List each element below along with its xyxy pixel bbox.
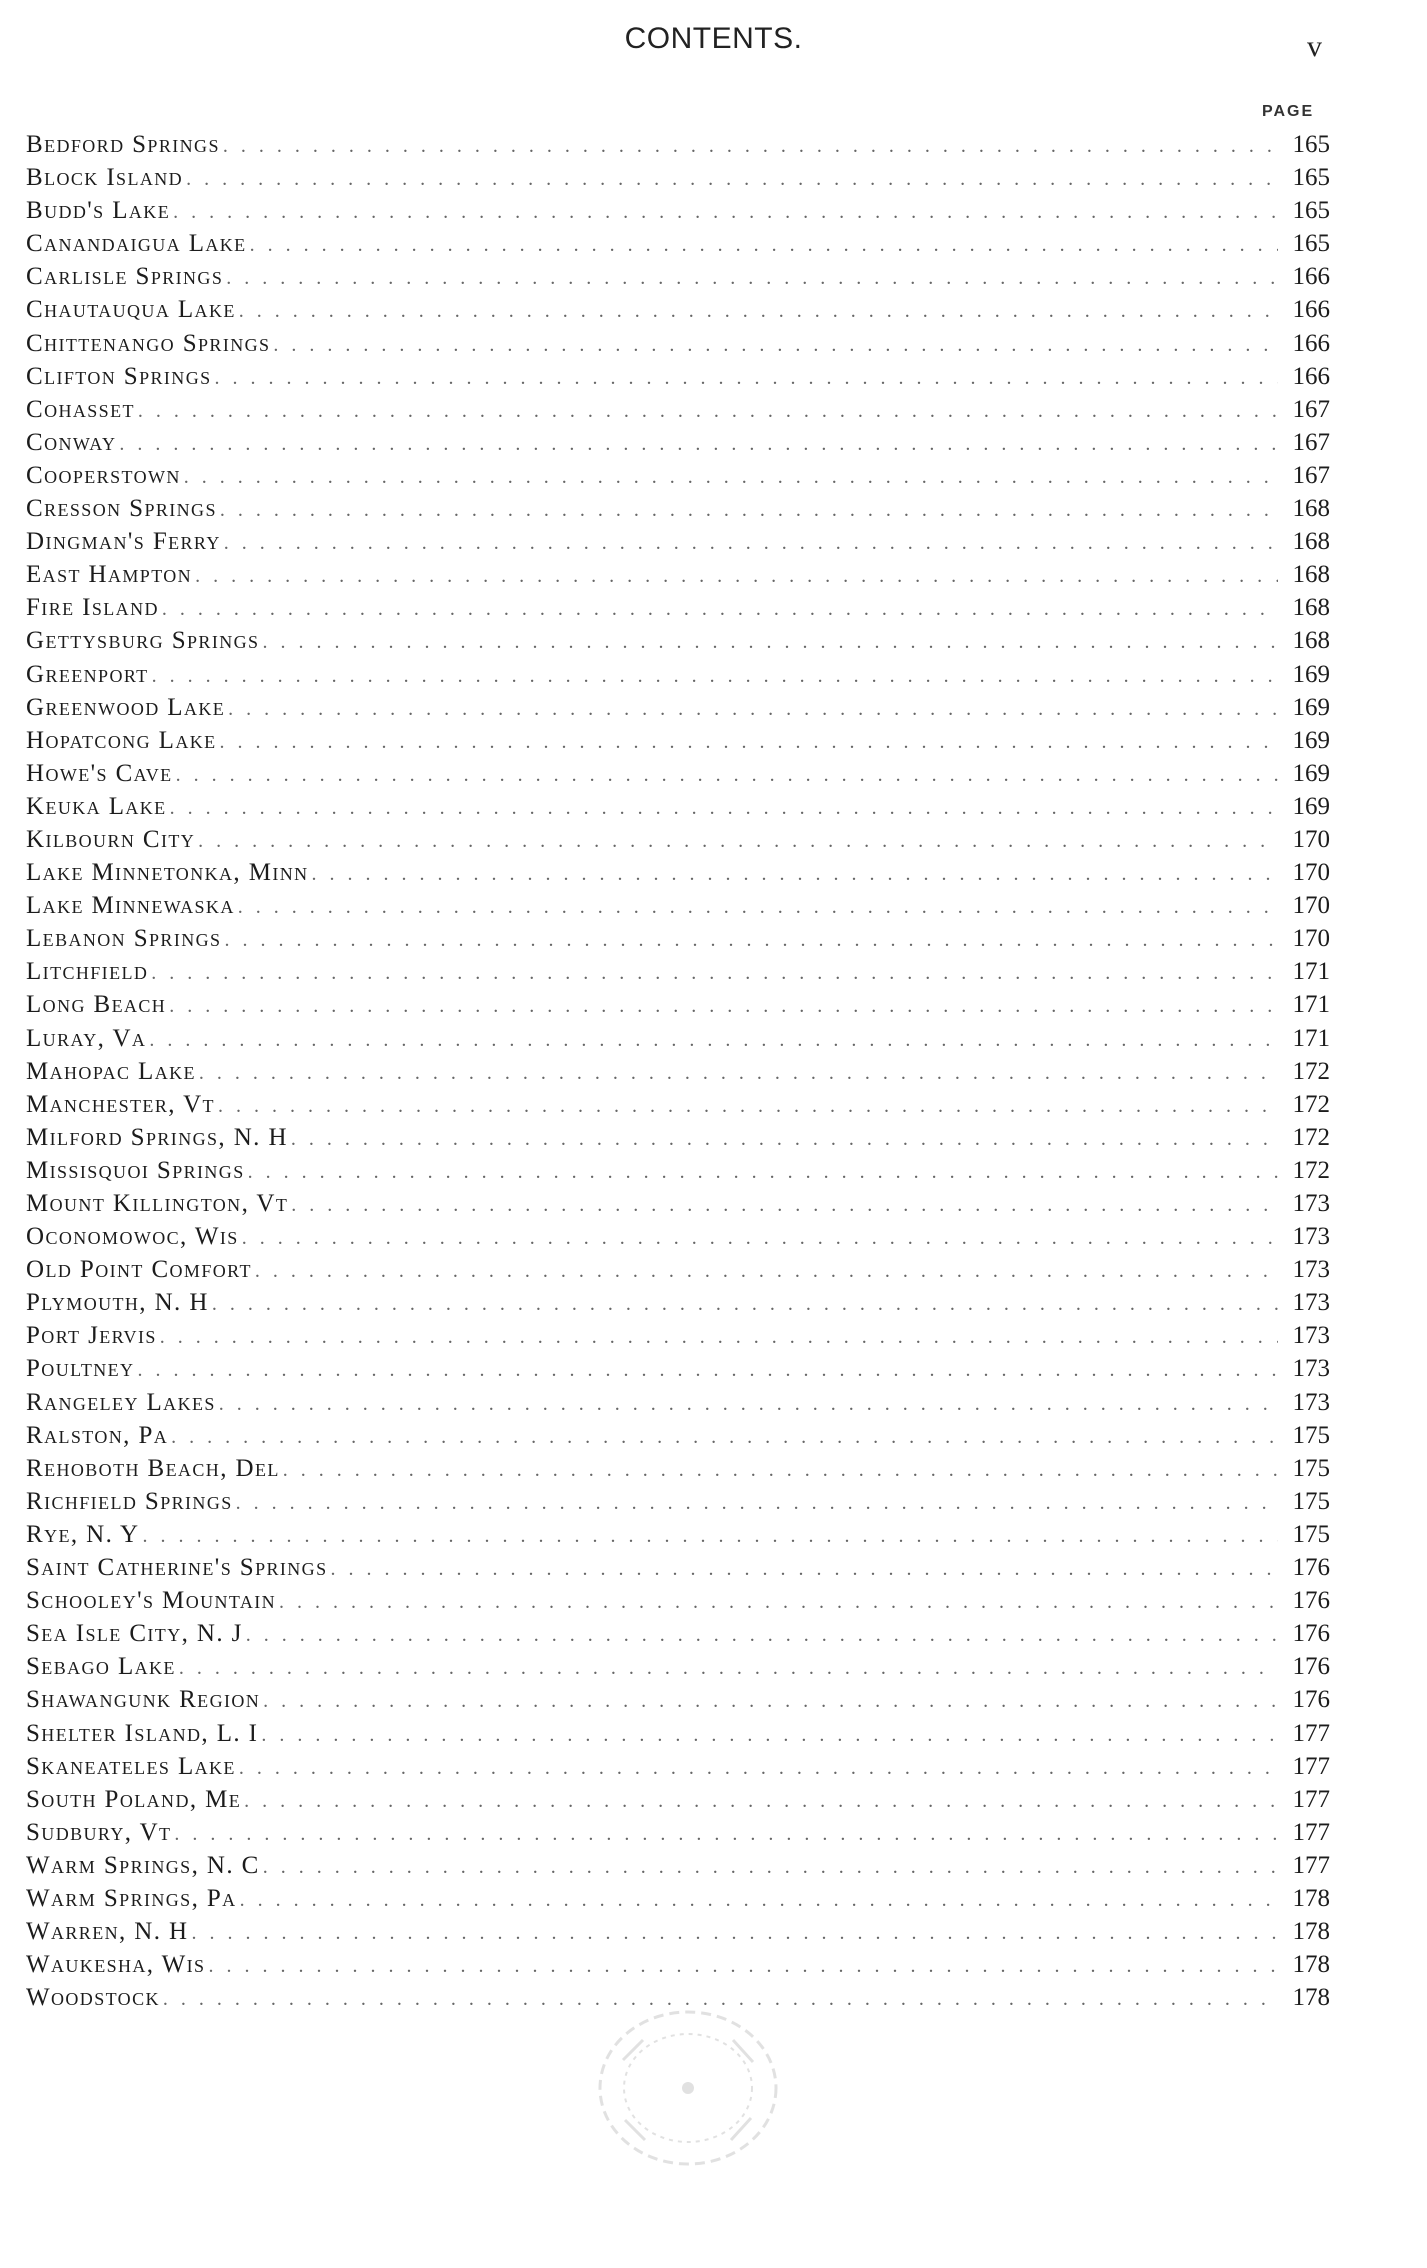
entry-title: Cohasset [26, 395, 135, 423]
entry-title: Skaneateles Lake [26, 1752, 236, 1780]
dot-leader [166, 990, 1278, 1023]
dot-leader [276, 1586, 1278, 1619]
entry-title: Missisquoi Springs [26, 1156, 245, 1184]
dot-leader [135, 395, 1278, 428]
dot-leader [260, 1685, 1278, 1718]
entry-title: Richfield Springs [26, 1487, 233, 1515]
toc-entry [26, 1022, 1330, 1055]
toc-entry [26, 1915, 1330, 1948]
entry-title: Shelter Island, L. I [26, 1719, 259, 1747]
entry-page-number: 167 [1292, 395, 1330, 423]
entry-page-number: 170 [1292, 825, 1330, 853]
entry-title: Woodstock [26, 1984, 160, 2012]
entry-title: Sebago Lake [26, 1653, 176, 1681]
entry-page-number: 167 [1292, 461, 1330, 489]
toc-entry [26, 1584, 1330, 1617]
toc-entry [26, 955, 1330, 988]
dot-leader [217, 726, 1278, 759]
entry-title: Carlisle Springs [26, 263, 224, 291]
entry-title: Chittenango Springs [26, 329, 271, 357]
entry-title: Warren, N. H [26, 1918, 189, 1946]
toc-entry [26, 459, 1330, 492]
entry-page-number: 171 [1292, 991, 1330, 1019]
toc-entry [26, 260, 1330, 293]
toc-entry [26, 988, 1330, 1021]
entry-page-number: 177 [1292, 1752, 1330, 1780]
dot-leader [209, 1288, 1278, 1321]
entry-title: Sea Isle City, N. J [26, 1620, 243, 1648]
dot-leader [258, 1719, 1278, 1752]
entry-title: Rehoboth Beach, Del [26, 1454, 280, 1482]
toc-entry [26, 1452, 1330, 1485]
dot-leader [181, 461, 1278, 494]
entry-title: Canandaigua Lake [26, 230, 247, 258]
dot-leader [170, 196, 1278, 229]
entry-title: Keuka Lake [26, 792, 167, 820]
entry-page-number: 169 [1292, 792, 1330, 820]
dot-leader [216, 1388, 1278, 1421]
dot-leader [233, 1487, 1278, 1520]
entry-title: Lake Minnetonka, Minn [26, 859, 309, 887]
entry-page-number: 168 [1292, 495, 1330, 523]
toc-entry [26, 823, 1330, 856]
toc-entry [26, 1286, 1330, 1319]
entry-title: Kilbourn City [26, 825, 196, 853]
entry-page-number: 175 [1292, 1454, 1330, 1482]
entry-title: Howe's Cave [26, 759, 173, 787]
dot-leader [195, 825, 1278, 858]
toc-entry [26, 293, 1330, 326]
entry-page-number: 165 [1292, 230, 1330, 258]
toc-entry [26, 624, 1330, 657]
dot-leader [212, 362, 1278, 395]
entry-page-number: 171 [1292, 958, 1330, 986]
dot-leader [167, 792, 1278, 825]
entry-title: Chautauqua Lake [26, 296, 236, 324]
toc-entry [26, 757, 1330, 790]
dot-leader [223, 262, 1278, 295]
entry-title: Litchfield [26, 958, 149, 986]
entry-page-number: 165 [1292, 164, 1330, 192]
entry-page-number: 170 [1292, 925, 1330, 953]
dot-leader [236, 295, 1278, 328]
entry-title: Milford Springs, N. H [26, 1123, 288, 1151]
entry-title: Long Beach [26, 991, 167, 1019]
running-head: CONTENTS. [624, 22, 803, 55]
entry-page-number: 168 [1292, 594, 1330, 622]
toc-entry [26, 724, 1330, 757]
entry-page-number: 175 [1292, 1520, 1330, 1548]
entry-page-number: 177 [1292, 1818, 1330, 1846]
toc-entry [26, 1319, 1330, 1352]
toc-entry [26, 128, 1330, 161]
entry-title: Manchester, Vt [26, 1090, 215, 1118]
entry-page-number: 178 [1292, 1984, 1330, 2012]
entry-page-number: 177 [1292, 1785, 1330, 1813]
entry-page-number: 165 [1292, 197, 1330, 225]
entry-title: Mahopac Lake [26, 1057, 196, 1085]
dot-leader [245, 1156, 1278, 1189]
entry-title: Lake Minnewaska [26, 892, 235, 920]
entry-title: Luray, Va [26, 1024, 147, 1052]
dot-leader [176, 1652, 1278, 1685]
entry-title: Fire Island [26, 594, 159, 622]
entry-title: Warm Springs, Pa [26, 1884, 237, 1912]
entry-title: Mount Killington, Vt [26, 1190, 289, 1217]
dot-leader [225, 693, 1278, 726]
entry-title: Cresson Springs [26, 495, 217, 523]
entry-page-number: 175 [1292, 1421, 1330, 1449]
entry-title: Conway [26, 428, 117, 456]
entry-page-number: 165 [1292, 131, 1330, 158]
dot-leader [189, 1917, 1278, 1950]
entry-title: Warm Springs, N. C [26, 1851, 260, 1879]
entry-title: Greenport [26, 660, 149, 688]
entry-title: Block Island [26, 164, 184, 192]
entry-page-number: 177 [1292, 1719, 1330, 1747]
dot-leader [239, 1222, 1278, 1255]
entry-title: Cooperstown [26, 461, 181, 489]
toc-entry [26, 790, 1330, 823]
toc-entry [26, 1551, 1330, 1584]
dot-leader [280, 1454, 1278, 1487]
dot-leader [221, 924, 1278, 957]
entry-title: South Poland, Me [26, 1785, 242, 1813]
dot-leader [157, 1321, 1278, 1354]
entry-page-number: 172 [1292, 1057, 1330, 1085]
toc-entry [26, 393, 1330, 426]
entry-title: Shawangunk Region [26, 1686, 261, 1714]
entry-page-number: 166 [1292, 296, 1330, 324]
entry-page-number: 168 [1292, 528, 1330, 556]
entry-page-number: 169 [1292, 759, 1330, 787]
entry-title: Rangeley Lakes [26, 1388, 216, 1416]
entry-page-number: 170 [1292, 859, 1330, 887]
entry-page-number: 166 [1292, 329, 1330, 357]
toc-entry [26, 1154, 1330, 1187]
dot-leader [288, 1189, 1278, 1222]
dot-leader [159, 593, 1278, 626]
library-stamp-icon [583, 2000, 793, 2175]
dot-leader [168, 1421, 1278, 1454]
entry-page-number: 178 [1292, 1884, 1330, 1912]
entry-title: Waukesha, Wis [26, 1951, 206, 1979]
toc-entry [26, 1617, 1330, 1650]
toc-entry [26, 1352, 1330, 1385]
toc-entry [26, 161, 1330, 194]
toc-entry [26, 1220, 1330, 1253]
dot-leader [243, 1619, 1278, 1652]
toc-entry [26, 1386, 1330, 1419]
entry-title: Bedford Springs [26, 131, 220, 158]
dot-leader [235, 891, 1278, 924]
entry-title: Clifton Springs [26, 362, 212, 390]
dot-leader [270, 329, 1278, 362]
entry-page-number: 167 [1292, 428, 1330, 456]
toc-entry [26, 1253, 1330, 1286]
entry-page-number: 169 [1292, 660, 1330, 688]
dot-leader [220, 130, 1278, 163]
entry-title: Poultney [26, 1355, 135, 1383]
toc-entry [26, 525, 1330, 558]
dot-leader [241, 1785, 1278, 1818]
toc-entry [26, 889, 1330, 922]
toc-entry [26, 194, 1330, 227]
toc-entry [26, 1187, 1330, 1220]
entry-title: East Hampton [26, 561, 193, 589]
dot-leader [260, 1851, 1278, 1884]
entry-title: Saint Catherine's Springs [26, 1554, 328, 1582]
dot-leader [259, 626, 1278, 659]
dot-leader [171, 1818, 1278, 1851]
dot-leader [215, 1090, 1278, 1123]
contents-list [26, 128, 1330, 2014]
entry-page-number: 170 [1292, 892, 1330, 920]
toc-entry [26, 1485, 1330, 1518]
entry-page-number: 172 [1292, 1090, 1330, 1118]
toc-entry [26, 1055, 1330, 1088]
entry-page-number: 169 [1292, 726, 1330, 754]
entry-title: Gettysburg Springs [26, 627, 260, 655]
toc-entry [26, 922, 1330, 955]
entry-title: Plymouth, N. H [26, 1289, 209, 1317]
entry-page-number: 166 [1292, 263, 1330, 291]
entry-page-number: 173 [1292, 1190, 1330, 1217]
entry-title: Oconomowoc, Wis [26, 1223, 239, 1251]
toc-entry [26, 426, 1330, 459]
entry-page-number: 173 [1292, 1388, 1330, 1416]
entry-page-number: 168 [1292, 561, 1330, 589]
entry-title: Rye, N. Y [26, 1520, 140, 1548]
entry-page-number: 173 [1292, 1223, 1330, 1251]
dot-leader [116, 428, 1278, 461]
entry-page-number: 175 [1292, 1487, 1330, 1515]
dot-leader [148, 957, 1278, 990]
entry-title: Dingman's Ferry [26, 528, 221, 556]
toc-entry [26, 1683, 1330, 1716]
toc-entry [26, 492, 1330, 525]
dot-leader [252, 1255, 1278, 1288]
entry-title: Ralston, Pa [26, 1421, 169, 1449]
toc-entry [26, 658, 1330, 691]
entry-page-number: 176 [1292, 1653, 1330, 1681]
toc-entry [26, 1750, 1330, 1783]
dot-leader [309, 858, 1278, 891]
entry-title: Sudbury, Vt [26, 1818, 172, 1846]
entry-page-number: 176 [1292, 1620, 1330, 1648]
dot-leader [146, 1024, 1278, 1057]
entry-page-number: 169 [1292, 693, 1330, 721]
page-number-roman: v [1307, 30, 1322, 63]
toc-entry [26, 327, 1330, 360]
entry-page-number: 166 [1292, 362, 1330, 390]
entry-page-number: 173 [1292, 1256, 1330, 1284]
toc-entry [26, 1650, 1330, 1683]
entry-page-number: 176 [1292, 1554, 1330, 1582]
toc-entry [26, 856, 1330, 889]
dot-leader [134, 1354, 1278, 1387]
toc-entry [26, 1948, 1330, 1981]
toc-entry [26, 1088, 1330, 1121]
toc-entry [26, 360, 1330, 393]
entry-title: Lebanon Springs [26, 925, 222, 953]
dot-leader [236, 1752, 1278, 1785]
entry-title: Old Point Comfort [26, 1256, 252, 1284]
dot-leader [328, 1553, 1279, 1586]
entry-page-number: 173 [1292, 1355, 1330, 1383]
entry-page-number: 176 [1292, 1686, 1330, 1714]
toc-entry [26, 1882, 1330, 1915]
dot-leader [205, 1950, 1278, 1983]
toc-entry [26, 1816, 1330, 1849]
entry-title: Greenwood Lake [26, 693, 226, 721]
entry-title: Port Jervis [26, 1322, 157, 1350]
entry-page-number: 178 [1292, 1918, 1330, 1946]
entry-title: Hopatcong Lake [26, 726, 217, 754]
dot-leader [237, 1884, 1278, 1917]
dot-leader [196, 1057, 1278, 1090]
entry-page-number: 173 [1292, 1322, 1330, 1350]
entry-page-number: 176 [1292, 1587, 1330, 1615]
dot-leader [288, 1123, 1278, 1156]
toc-entry [26, 591, 1330, 624]
entry-title: Schooley's Mountain [26, 1587, 277, 1615]
entry-page-number: 172 [1292, 1156, 1330, 1184]
dot-leader [149, 660, 1278, 693]
dot-leader [183, 163, 1278, 196]
entry-page-number: 178 [1292, 1951, 1330, 1979]
toc-entry [26, 1121, 1330, 1154]
toc-entry [26, 1849, 1330, 1882]
toc-entry [26, 691, 1330, 724]
page-column-label: PAGE [1262, 103, 1315, 120]
dot-leader [139, 1520, 1278, 1553]
entry-page-number: 171 [1292, 1024, 1330, 1052]
toc-entry [26, 1518, 1330, 1551]
dot-leader [221, 527, 1278, 560]
toc-entry [26, 227, 1330, 260]
entry-title: Budd's Lake [26, 197, 171, 225]
toc-entry [26, 1419, 1330, 1452]
toc-entry [26, 1783, 1330, 1816]
dot-leader [217, 494, 1278, 527]
toc-entry [26, 558, 1330, 591]
dot-leader [192, 560, 1278, 593]
toc-entry [26, 1717, 1330, 1750]
entry-page-number: 172 [1292, 1123, 1330, 1151]
entry-page-number: 168 [1292, 627, 1330, 655]
dot-leader [173, 759, 1278, 792]
entry-page-number: 173 [1292, 1289, 1330, 1317]
dot-leader [247, 229, 1278, 262]
entry-page-number: 177 [1292, 1851, 1330, 1879]
